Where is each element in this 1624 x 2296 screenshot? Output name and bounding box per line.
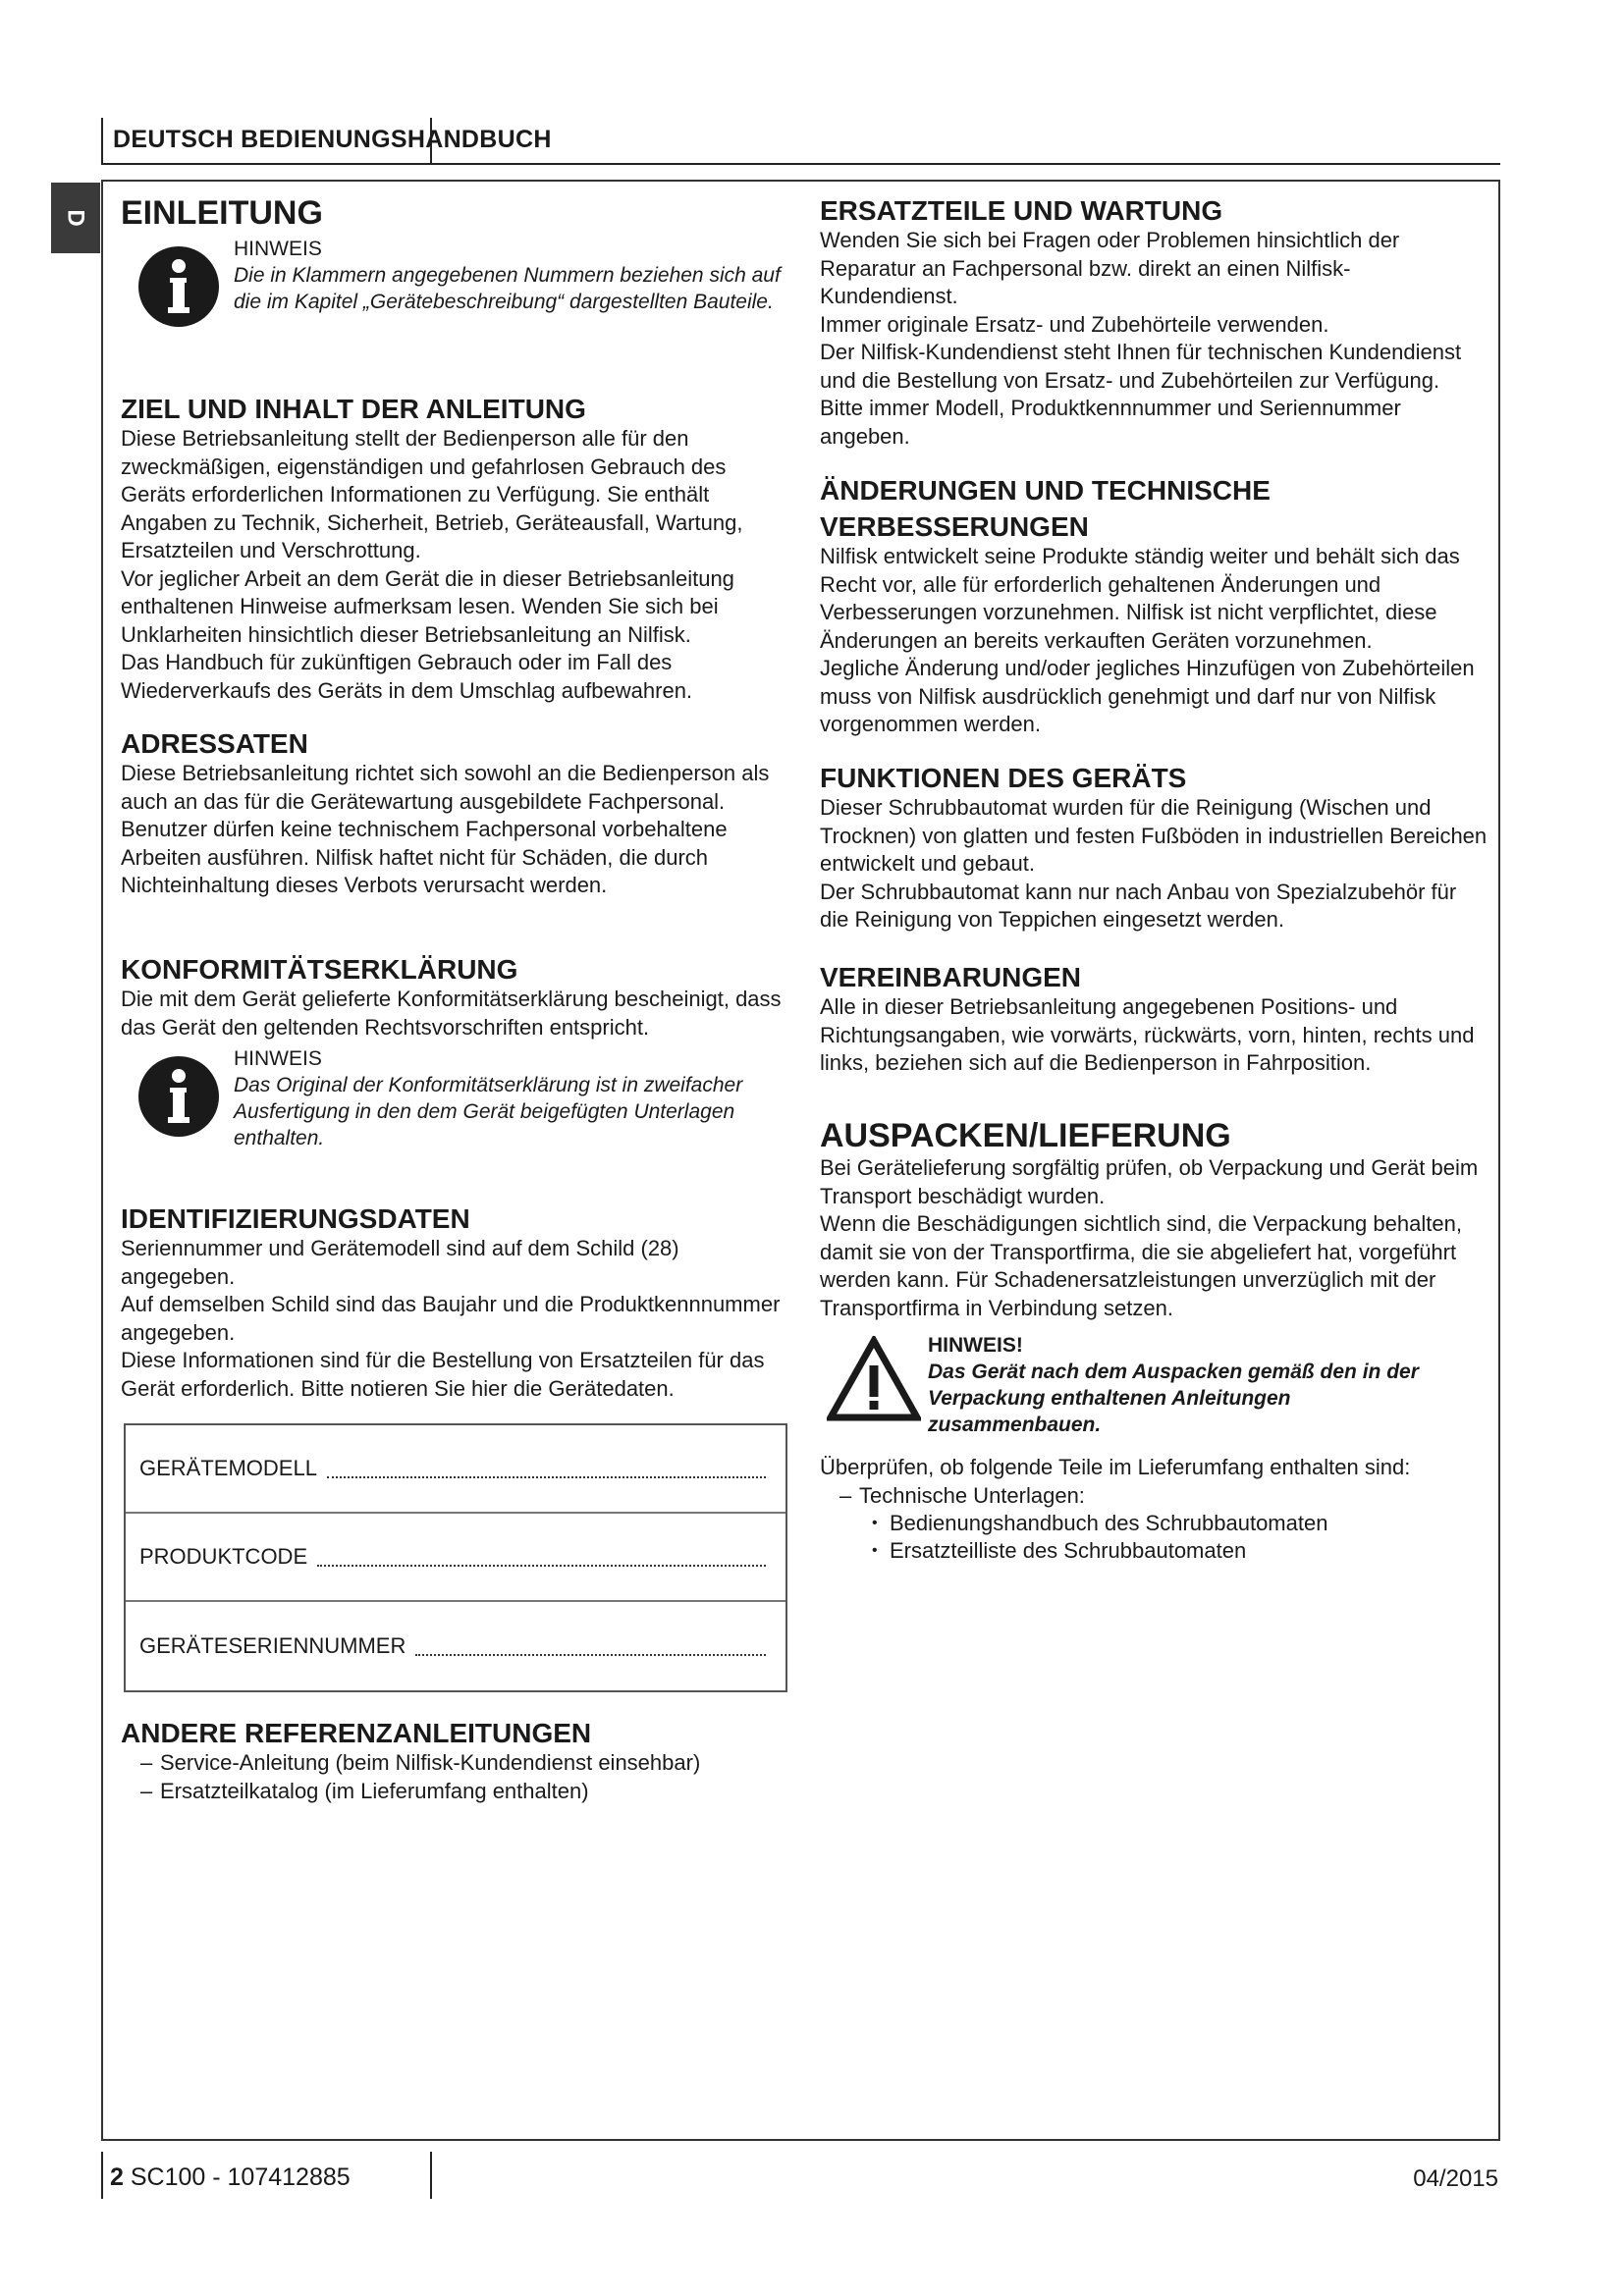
- section-auspacken: [820, 1117, 1488, 1565]
- konformitaet-note: [121, 1045, 788, 1151]
- einleitung-title: EINLEITUNG: [121, 194, 323, 232]
- check-text: Überprüfen, ob folgende Teile im Lieferumfang enthalten sind:: [820, 1455, 1411, 1479]
- table-row[interactable]: [126, 1602, 785, 1690]
- list-item: • Ersatzteilliste des Schrubbautomaten: [820, 1537, 1488, 1565]
- section-ersatzteile: [820, 195, 1488, 451]
- table-row[interactable]: [126, 1425, 785, 1514]
- section-ident: [121, 1203, 788, 1403]
- fill-line: [415, 1636, 766, 1656]
- auspacken-title: AUSPACKEN/LIEFERUNG: [820, 1117, 1231, 1154]
- table-row[interactable]: [126, 1514, 785, 1602]
- section-funktionen: [820, 763, 1488, 934]
- andere-title: ANDERE REFERENZANLEITUNGEN: [121, 1718, 592, 1748]
- section-ziel: [121, 394, 788, 705]
- adressaten-paragraph: Benutzer dürfen keine technischem Fachpersonal vorbehaltene Arbeiten ausführen. Nilfisk haftet nicht für Schäden, die durch Nichteinhaltung dieses Verbots verursacht werden.: [121, 817, 728, 897]
- list-item: – Technische Unterlagen:: [820, 1482, 1488, 1511]
- section-vereinbarungen: [820, 962, 1488, 1078]
- table-row-label: GERÄTESERIENNUMMER: [139, 1633, 406, 1658]
- section-aenderungen: [820, 475, 1488, 739]
- auspacken-sublist: [820, 1482, 1488, 1511]
- ersatzteile-paragraph: Wenden Sie sich bei Fragen oder Problemen hinsichtlich der Reparatur an Fachpersonal bzw. direkt an einen Nilfisk-Kundendienst.: [820, 228, 1400, 308]
- footer-page-ref: [110, 2163, 351, 2192]
- ersatzteile-paragraph: Der Nilfisk-Kundendienst steht Ihnen für technischen Kundendienst und die Bestellung von Ersatz- und Zubehörteilen zur Verfügung. Bitte immer Modell, Produktkennnummer und Seriennummer angeben.: [820, 340, 1462, 449]
- auspacken-paragraph: Wenn die Beschädigungen sichtlich sind, die Verpackung behalten, damit sie von der Transportfirma, die sie abgeliefert hat, vorgeführt werden kann. Für Schadenersatzleistungen unverzüglich mit der Transportfirma in Verbindung setzen.: [820, 1211, 1462, 1320]
- auspacken-paragraph: Bei Gerätelieferung sorgfältig prüfen, ob Verpackung und Gerät beim Transport beschädigt wurden.: [820, 1155, 1479, 1208]
- warning-triangle-icon: [827, 1336, 921, 1422]
- footer-mid-rule: [430, 2152, 432, 2199]
- section-andere: [121, 1718, 788, 1805]
- note-text: Die in Klammern angegebenen Nummern beziehen sich auf die im Kapitel „Gerätebeschreibung“ dargestellten Bauteile.: [234, 264, 781, 313]
- ident-paragraph: Seriennummer und Gerätemodell sind auf dem Schild (28) angegeben.: [121, 1236, 679, 1289]
- konformitaet-title: KONFORMITÄTSERKLÄRUNG: [121, 954, 518, 985]
- adressaten-paragraph: Diese Betriebsanleitung richtet sich sowohl an die Bedienperson als auch an das für die Gerätewartung ausgebildete Fachpersonal.: [121, 761, 770, 814]
- funktionen-title: FUNKTIONEN DES GERÄTS: [820, 763, 1187, 793]
- note-label: HINWEIS: [234, 238, 322, 260]
- aenderungen-paragraph: Nilfisk entwickelt seine Produkte ständig weiter und behält sich das Recht vor, alle für erforderlich gehaltenen Änderungen und Verbesserungen vorzunehmen. Nilfisk ist nicht verpflichtet, diese Änderungen an bereits verkauften Geräten vorzunehmen.: [820, 544, 1460, 653]
- ziel-paragraph: Vor jeglicher Arbeit an dem Gerät die in dieser Betriebsanleitung enthaltenen Hinweise aufmerksam lesen. Wenden Sie sich bei Unklarheiten hinsichtlich dieser Betriebsanleitung an Nilfisk.: [121, 565, 734, 647]
- adressaten-title: ADRESSATEN: [121, 728, 308, 759]
- ersatzteile-paragraph: Immer originale Ersatz- und Zubehörteile verwenden.: [820, 311, 1329, 337]
- aenderungen-paragraph: Jegliche Änderung und/oder jegliches Hinzufügen von Zubehörteilen muss von Nilfisk ausdrücklich genehmigt und darf nur von Nilfisk vorgenommen werden.: [820, 656, 1475, 736]
- table-row-label: PRODUKTCODE: [139, 1544, 308, 1569]
- section-konformitaet: [121, 954, 788, 1151]
- aenderungen-title-line2: VERBESSERUNGEN: [820, 511, 1089, 542]
- ersatzteile-title: ERSATZTEILE UND WARTUNG: [820, 195, 1223, 226]
- note-text: Das Original der Konformitätserklärung ist in zweifacher Ausfertigung in den dem Gerät beigefügten Unterlagen enthalten.: [234, 1074, 743, 1149]
- list-item: – Ersatzteilkatalog (im Lieferumfang enthalten): [121, 1778, 788, 1806]
- footer-left-rule: [101, 2152, 103, 2199]
- fill-line: [327, 1459, 766, 1478]
- section-einleitung: [121, 194, 788, 315]
- ident-paragraph: Auf demselben Schild sind das Baujahr und die Produktkennnummer angegeben.: [121, 1292, 781, 1345]
- section-adressaten: [121, 728, 788, 900]
- language-tab: D: [51, 183, 100, 253]
- andere-list: [121, 1749, 788, 1805]
- ident-title: IDENTIFIZIERUNGSDATEN: [121, 1203, 470, 1234]
- ziel-paragraph: Das Handbuch für zukünftigen Gebrauch oder im Fall des Wiederverkaufs des Geräts in dem Umschlag aufbewahren.: [121, 650, 693, 703]
- aenderungen-title: [820, 475, 1488, 543]
- warning-text: Das Gerät nach dem Auspacken gemäß den in der Verpackung enthaltenen Anleitungen zusammenbauen.: [928, 1361, 1419, 1436]
- footer-date: 04/2015: [1413, 2165, 1498, 2192]
- info-icon: [137, 245, 220, 328]
- vereinbarungen-text: Alle in dieser Betriebsanleitung angegebenen Positions- und Richtungsangaben, wie vorwärts, rückwärts, vorn, hinten, rechts und links, beziehen sich auf die Bedienperson in Fahrposition.: [820, 994, 1475, 1075]
- note-label: HINWEIS: [234, 1047, 322, 1070]
- ident-paragraph: Diese Informationen sind für die Bestellung von Ersatzteilen für das Gerät erforderlich. Bitte notieren Sie hier die Gerätedaten.: [121, 1348, 765, 1401]
- list-item: – Service-Anleitung (beim Nilfisk-Kundendienst einsehbar): [121, 1749, 788, 1778]
- header-underline: [101, 163, 1500, 165]
- info-icon: [137, 1055, 220, 1138]
- fill-line: [317, 1547, 766, 1567]
- header-left-rule: [101, 118, 103, 165]
- einleitung-note: [121, 236, 788, 315]
- footer-model: SC100 - 107412885: [130, 2163, 351, 2191]
- table-row-label: GERÄTEMODELL: [139, 1456, 317, 1480]
- konformitaet-text: Die mit dem Gerät gelieferte Konformitätserklärung bescheinigt, dass das Gerät den geltenden Rechtsvorschriften entspricht.: [121, 987, 782, 1040]
- auspacken-bullets: [820, 1510, 1488, 1565]
- ident-table: [124, 1423, 787, 1692]
- header-title: DEUTSCH BEDIENUNGSHANDBUCH: [113, 126, 552, 153]
- funktionen-paragraph: Dieser Schrubbautomat wurden für die Reinigung (Wischen und Trocknen) von glatten und festen Fußböden in industriellen Bereichen entwickelt und gebaut.: [820, 795, 1488, 876]
- list-item: • Bedienungshandbuch des Schrubbautomaten: [820, 1510, 1488, 1537]
- auspacken-warning: [820, 1332, 1488, 1438]
- vereinbarungen-title: VEREINBARUNGEN: [820, 962, 1082, 992]
- funktionen-paragraph: Der Schrubbautomat kann nur nach Anbau von Spezialzubehör für die Reinigung von Teppichen eingesetzt werden.: [820, 879, 1457, 932]
- ziel-paragraph: Diese Betriebsanleitung stellt der Bedienperson alle für den zweckmäßigen, eigenständigen und gefahrlosen Gebrauch des Geräts erforderlichen Informationen zu Verfügung. Sie enthält Angaben zu Technik, Sicherheit, Betrieb, Geräteausfall, Wartung, Ersatzteilen und Verschrottung.: [121, 426, 743, 562]
- warning-label: HINWEIS!: [928, 1334, 1023, 1357]
- aenderungen-title-line1: ÄNDERUNGEN UND TECHNISCHE: [820, 475, 1271, 506]
- page-number: 2: [110, 2163, 124, 2191]
- ziel-title: ZIEL UND INHALT DER ANLEITUNG: [121, 394, 586, 424]
